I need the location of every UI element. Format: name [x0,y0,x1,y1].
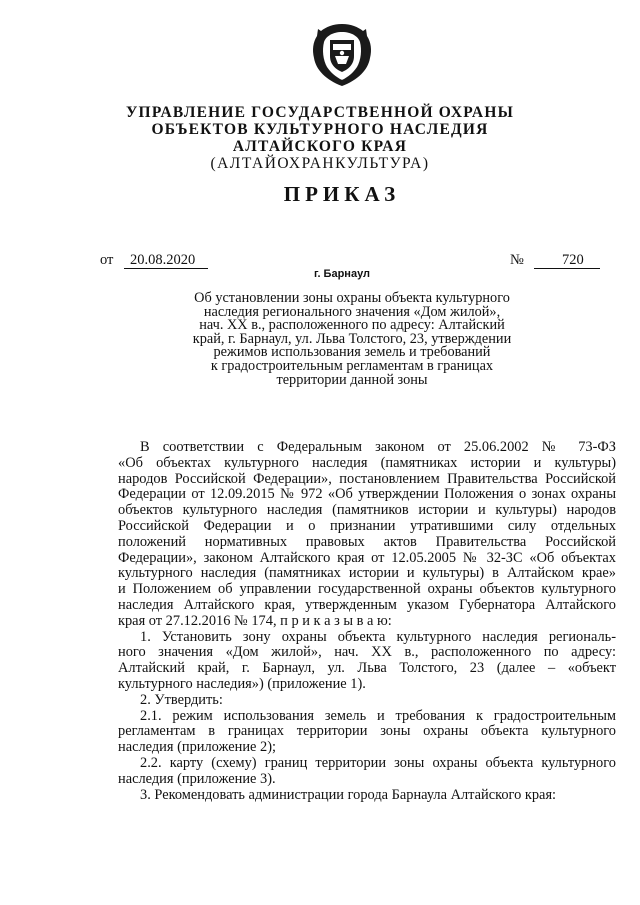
body-line: наследия (приложение 2); [118,739,277,756]
subject-line: к градостроительным регламентам в границах [210,357,494,374]
item-1-paragraph [118,630,616,693]
body-line: народов Российской Федерации», постановлением Правительства Российской [118,470,616,487]
item-2-1-paragraph [118,709,616,756]
org-name-line-1: УПРАВЛЕНИЕ ГОСУДАРСТВЕННОЙ ОХРАНЫ [125,104,514,121]
body-line: культурного наследия (памятниках истории и культуры) в Алтайском крае» [118,565,616,582]
number-prefix: № [510,252,524,268]
body-line: Федерации от 12.09.2015 № 972 «Об утверждении Положения о зонах охраны [118,486,616,503]
subject-line: наследия регионального значения «Дом жилой», [203,303,501,320]
org-name-line-2: ОБЪЕКТОВ КУЛЬТУРНОГО НАСЛЕДИЯ [151,121,489,138]
order-body [118,440,616,803]
body-line: объектов культурного наследия (памятников истории и культуры) народов [118,502,616,519]
subject-line: край, г. Барнаул, ул. Льва Толстого, 23, утверждении [192,330,512,347]
body-line: наследия (приложение 3). [118,770,276,787]
order-subject [160,292,544,387]
body-line: Алтайский край, г. Барнаул, ул. Льва Толстого, 23 (далее – «объект [118,660,616,677]
order-number: 720 [562,252,584,268]
body-line: «Об объектах культурного наследия (памятниках истории и культуры) [118,454,616,471]
subject-line: нач. XX в., расположенного по адресу: Алтайский [199,317,505,334]
body-line: Российской Федерации и о признании утратившими силу отдельных [118,517,616,534]
body-line: наследия Алтайского края, утвержденным указом Губернатора Алтайского [118,596,616,613]
subject-line: Об установлении зоны охраны объекта культурного [194,290,510,306]
body-line: регламентам в границах территории зоны охраны объекта культурного [118,723,616,740]
body-line: 2.1. режим использования земель и требования к градостроительным [140,707,616,724]
body-line: культурного наследия») (приложение 1). [118,675,366,692]
body-line: ного значения «Дом жилой», нач. XX в., расположенного по адресу: [118,644,616,661]
org-abbreviation: (АЛТАЙОХРАНКУЛЬТУРА) [210,155,430,172]
item-2-paragraph: 2. Утвердить: [140,691,223,708]
document-type-title: ПРИКАЗ [283,182,401,206]
body-line: и Положением об управлении государственной охраны объектов культурного [118,581,616,598]
body-line: В соответствии с Федеральным законом от 25.06.2002 № 73-ФЗ [140,439,616,455]
item-2-2-paragraph [118,756,616,788]
body-line: 2.2. карту (схему) границ территории зоны охраны объекта культурного [140,754,616,771]
coat-of-arms-emblem [311,22,373,88]
body-line: края от 27.12.2016 № 174, п р и к а з ы в а ю: [118,612,392,629]
date-prefix: от [100,252,114,268]
body-line: 1. Установить зону охраны объекта культурного наследия региональ- [140,628,616,645]
body-line: положений нормативных правовых актов Правительства Российской [118,533,616,550]
organization-header [0,104,640,172]
body-line: Федерации», законом Алтайского края от 12.05.2005 № 32-ЗС «Об объектах [118,549,616,566]
org-name-line-3: АЛТАЙСКОГО КРАЯ [232,138,408,155]
order-date: 20.08.2020 [130,252,196,268]
city-name: г. Барнаул [313,268,371,280]
subject-line: территории данной зоны [276,371,428,388]
preamble-paragraph [118,440,616,630]
subject-line: режимов использования земель и требований [213,344,491,361]
item-3-paragraph: 3. Рекомендовать администрации города Барнаула Алтайского края: [140,786,557,803]
